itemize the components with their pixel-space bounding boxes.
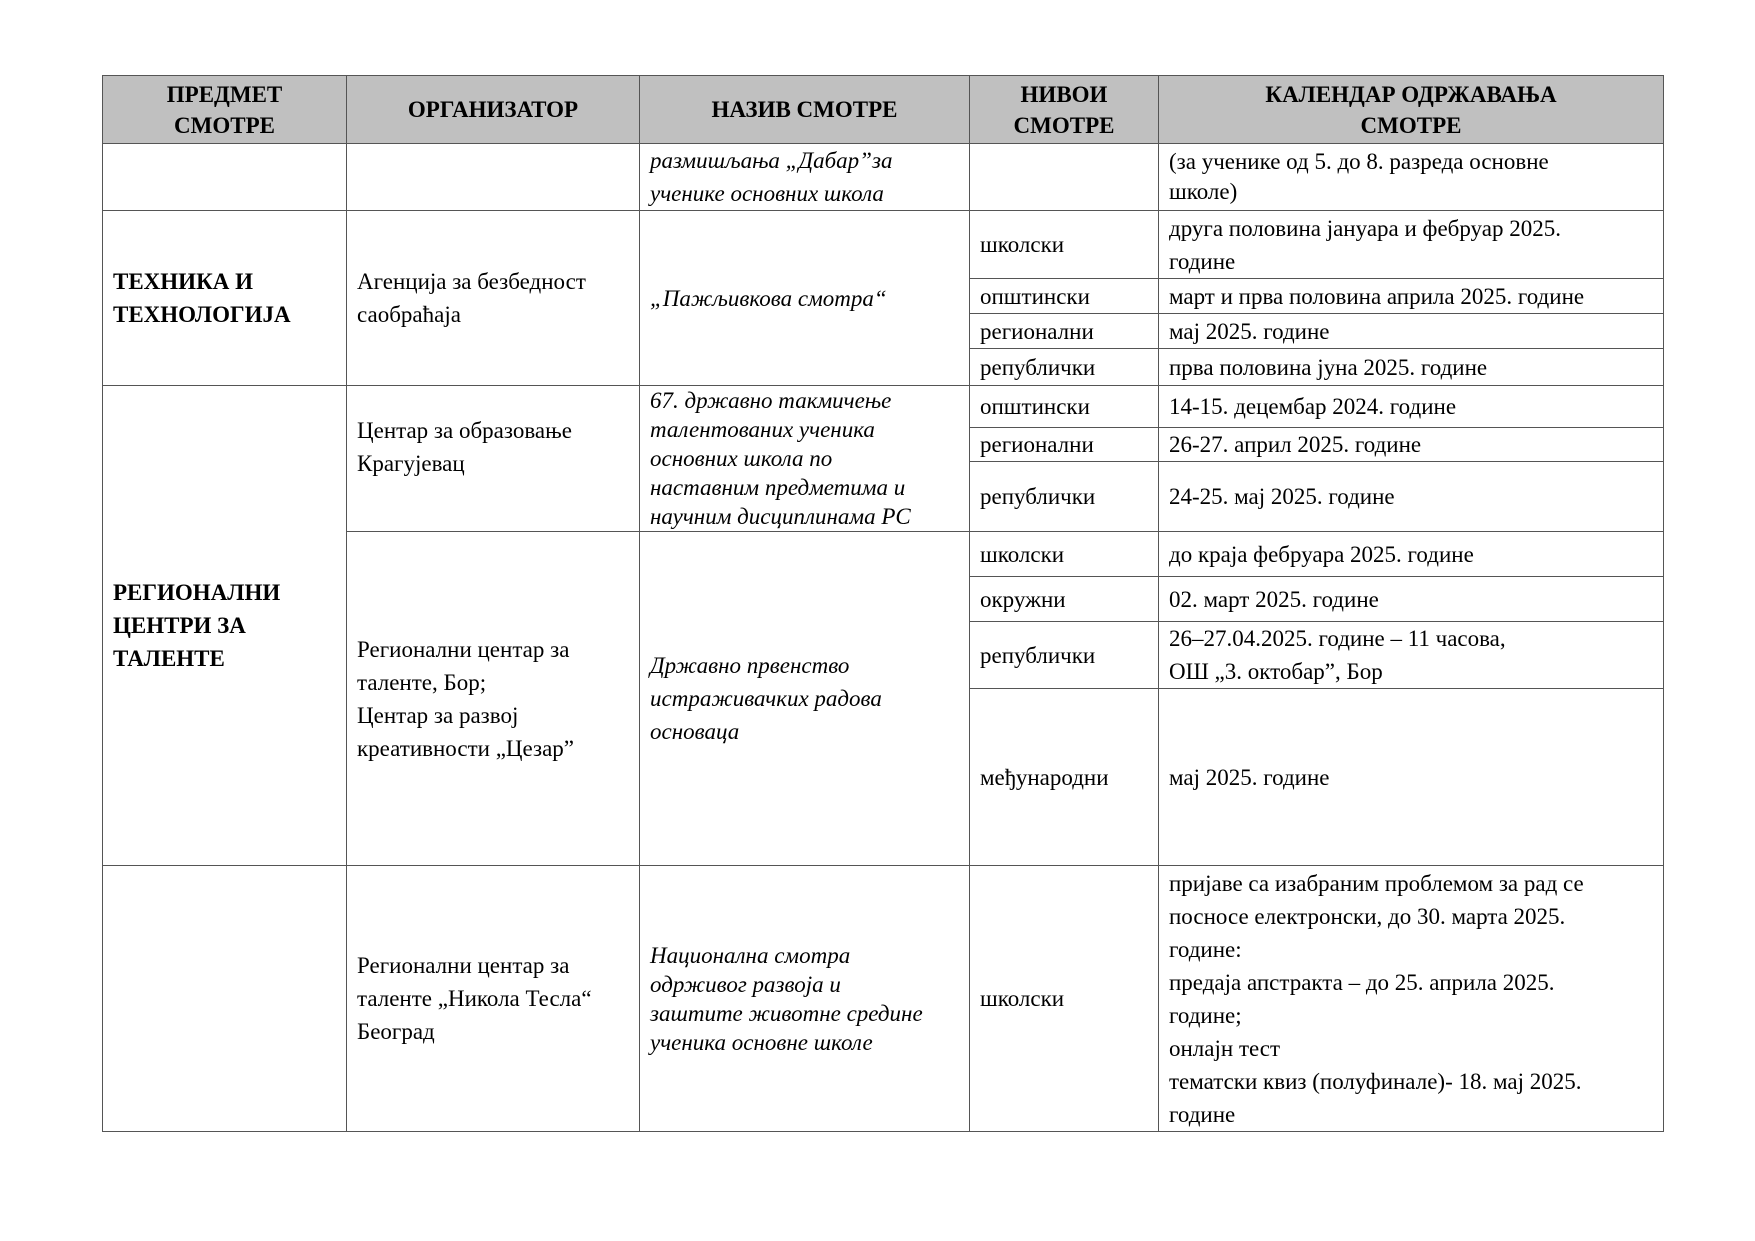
calendar-cell: мај 2025. године <box>1159 689 1664 866</box>
continuation-row <box>103 144 1664 211</box>
header-organizer: ОРГАНИЗАТОР <box>347 76 640 144</box>
calendar-cell: 26–27.04.2025. године – 11 часова, ОШ „3. октобар”, Бор <box>1159 622 1664 689</box>
name-cell-bor: Државно првенство истраживачких радова основаца <box>640 532 970 866</box>
continuation-name-cell: размишљања „Дабар”за ученике основних школа <box>640 144 970 211</box>
level-cell: републички <box>970 462 1159 532</box>
level-cell: међународни <box>970 689 1159 866</box>
name-cell-tech: „Пажљивкова смотра“ <box>640 211 970 386</box>
organizer-cell-kragujevac: Центар за образовање Крагујевац <box>347 386 640 532</box>
level-cell: регионални <box>970 428 1159 462</box>
organizer-cell-tech: Агенција за безбедност саобраћаја <box>347 211 640 386</box>
name-cell-kragujevac: 67. државно такмичење талентованих ученика основних школа по наставним предметима и научним дисциплинама РС <box>640 386 970 532</box>
header-calendar: КАЛЕНДАР ОДРЖАВАЊА СМОТРЕ <box>1159 76 1664 144</box>
level-cell: регионални <box>970 314 1159 349</box>
header-row <box>103 76 1664 144</box>
level-cell: општински <box>970 279 1159 314</box>
subject-cell-tesla <box>103 866 347 1132</box>
calendar-cell: март и прва половина априла 2025. године <box>1159 279 1664 314</box>
level-cell: школски <box>970 532 1159 577</box>
competition-calendar-table <box>102 75 1664 1132</box>
header-name: НАЗИВ СМОТРЕ <box>640 76 970 144</box>
level-cell: школски <box>970 866 1159 1132</box>
calendar-cell: друга половина јануара и фебруар 2025. године <box>1159 211 1664 279</box>
name-cell-tesla: Национална смотра одрживог развоја и заштите животне средине ученика основне школе <box>640 866 970 1132</box>
table-row <box>103 211 1664 279</box>
subject-cell-tech: ТЕХНИКА И ТЕХНОЛОГИЈА <box>103 211 347 386</box>
organizer-cell-tesla: Регионални центар за таленте „Никола Тесла“ Београд <box>347 866 640 1132</box>
calendar-cell: 14-15. децембар 2024. године <box>1159 386 1664 428</box>
level-cell: школски <box>970 211 1159 279</box>
continuation-calendar-cell: (за ученике од 5. до 8. разреда основне школе) <box>1159 144 1664 211</box>
level-cell: окружни <box>970 577 1159 622</box>
level-cell: општински <box>970 386 1159 428</box>
table-row <box>103 866 1664 1132</box>
calendar-cell: 02. март 2025. године <box>1159 577 1664 622</box>
continuation-organizer-cell <box>347 144 640 211</box>
calendar-cell: прва половина јуна 2025. године <box>1159 349 1664 386</box>
calendar-cell: 26-27. април 2025. године <box>1159 428 1664 462</box>
calendar-cell: мај 2025. године <box>1159 314 1664 349</box>
organizer-cell-bor: Регионални центар за таленте, Бор; Центар за развој креативности „Цезар” <box>347 532 640 866</box>
calendar-cell: пријаве са изабраним проблемом за рад се посносе електронски, до 30. марта 2025. године: предаја апстракта – до 25. априла 2025. године; онлајн тест тематски квиз (полуфинале)- 18. мај 2025. године <box>1159 866 1664 1132</box>
table-row <box>103 386 1664 428</box>
level-cell: републички <box>970 349 1159 386</box>
continuation-level-cell <box>970 144 1159 211</box>
calendar-cell: до краја фебруара 2025. године <box>1159 532 1664 577</box>
header-level: НИВОИ СМОТРЕ <box>970 76 1159 144</box>
level-cell: републички <box>970 622 1159 689</box>
continuation-subject-cell <box>103 144 347 211</box>
calendar-cell: 24-25. мај 2025. године <box>1159 462 1664 532</box>
header-subject: ПРЕДМЕТ СМОТРЕ <box>103 76 347 144</box>
subject-cell-regional: РЕГИОНАЛНИ ЦЕНТРИ ЗА ТАЛЕНТЕ <box>103 386 347 866</box>
